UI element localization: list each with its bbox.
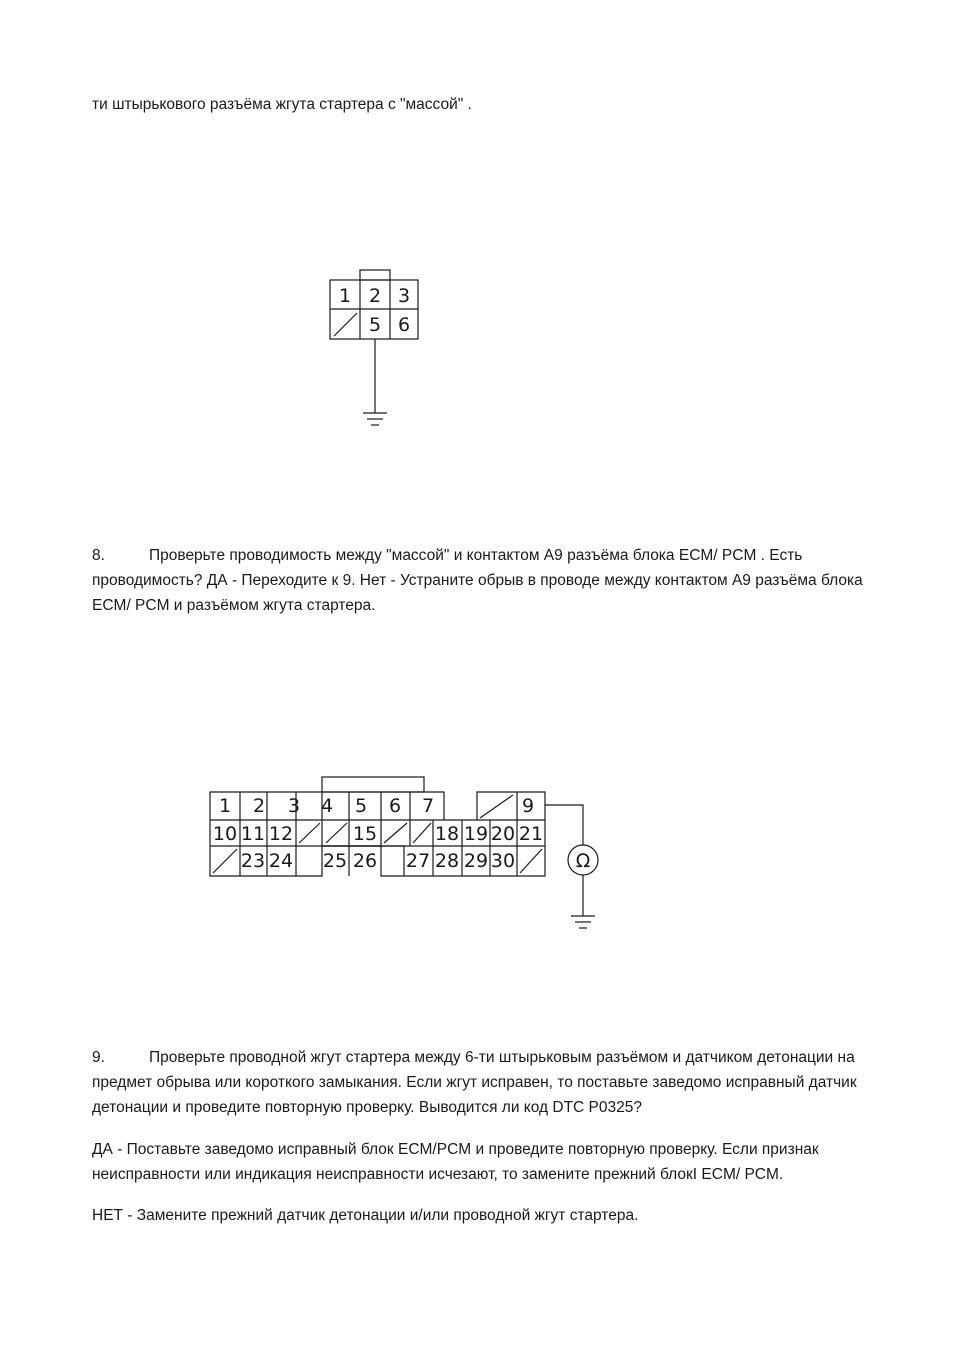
step-8-number: 8. — [92, 547, 105, 564]
connector-latch — [360, 270, 390, 280]
meter-lead — [545, 805, 583, 845]
pin-20: 20 — [490, 823, 516, 845]
pin-2: 2 — [368, 285, 382, 307]
ground-symbol-icon — [571, 916, 595, 928]
pin-6: 6 — [388, 795, 402, 817]
connector-latch — [322, 777, 424, 792]
blank-pin-slash — [334, 313, 357, 336]
step-8-paragraph — [92, 543, 882, 618]
pin-5: 5 — [368, 314, 382, 336]
pin-5: 5 — [354, 795, 368, 817]
pin-3: 3 — [397, 285, 411, 307]
pin-3: 3 — [287, 795, 301, 817]
pin-10: 10 — [212, 823, 238, 845]
pin-7: 7 — [421, 795, 435, 817]
answer-yes-paragraph: ДА - Поставьте заведомо исправный блок ECM/PCM и проведите повторную проверку. Если признак неисправности или индикация неисправности исчезают, то замените прежний блокI ECM/ PCM. — [92, 1141, 819, 1183]
intro-text: ти штырькового разъёма жгута стартера с "массой" . — [92, 96, 472, 113]
step-9-text: Проверьте проводной жгут стартера между 6-ти штырьковым разъёмом и датчиком детонации на предмет обрыва или короткого замыкания. Если жгут исправен, то поставьте заведомо исправный датчик детонации и проведите повторную проверку. Выводится ли код DTC P0325? — [92, 1049, 857, 1116]
pin-26: 26 — [352, 850, 378, 872]
pin-24: 24 — [268, 850, 294, 872]
pin-1: 1 — [218, 795, 232, 817]
connector-6pin — [330, 270, 418, 425]
pin-2: 2 — [252, 795, 266, 817]
pin-12: 12 — [268, 823, 294, 845]
pin-18: 18 — [434, 823, 460, 845]
step-9-paragraph — [92, 1045, 882, 1120]
pin-9: 9 — [521, 795, 535, 817]
pin-4: 4 — [320, 795, 334, 817]
pin-29: 29 — [463, 850, 489, 872]
pin-11: 11 — [240, 823, 266, 845]
answer-no-paragraph: НЕТ - Замените прежний датчик детонации и/или проводной жгут стартера. — [92, 1207, 639, 1224]
pin-1: 1 — [338, 285, 352, 307]
pin-6: 6 — [397, 314, 411, 336]
pin-27: 27 — [405, 850, 431, 872]
pin-15: 15 — [352, 823, 378, 845]
pin-23: 23 — [240, 850, 266, 872]
pin-30: 30 — [490, 850, 516, 872]
pin-28: 28 — [434, 850, 460, 872]
pin-19: 19 — [463, 823, 489, 845]
pin-21: 21 — [518, 823, 544, 845]
ohm-symbol: Ω — [575, 850, 591, 872]
step-8-text: Проверьте проводимость между "массой" и контактом А9 разъёма блока ECM/ PCM . Есть проводимость? ДА - Переходите к 9. Нет - Устраните обрыв в проводе между контактом А9 разъёма блока ECM/ PCM и разъёмом жгута стартера. — [92, 547, 863, 614]
pin-25: 25 — [322, 850, 348, 872]
connector-ecm-pcm — [210, 777, 598, 928]
step-9-number: 9. — [92, 1049, 105, 1066]
ground-symbol-icon — [363, 413, 387, 425]
